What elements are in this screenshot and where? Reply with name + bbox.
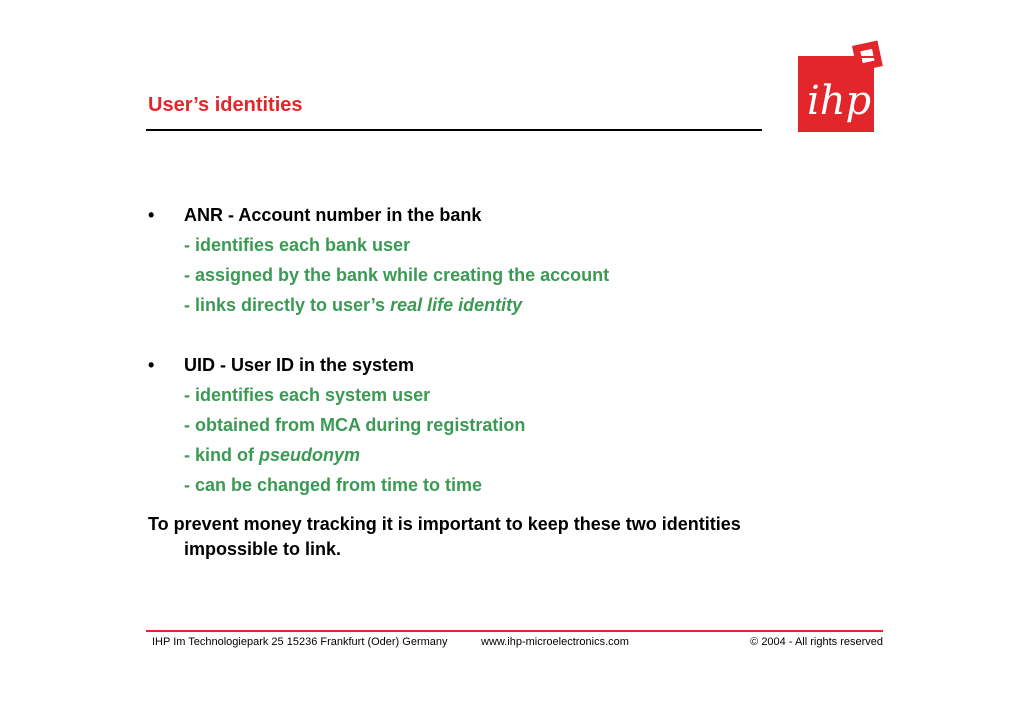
list-item: - links directly to user’s real life identity <box>184 295 523 315</box>
bullet-dot: • <box>148 205 155 225</box>
conclusion-paragraph: To prevent money tracking it is important to keep these two identities impossible to link. <box>148 514 741 559</box>
footer-divider <box>146 630 883 632</box>
footer-copyright: © 2004 - All rights reserved <box>750 636 883 648</box>
list-item: - identifies each bank user <box>184 235 411 255</box>
title-divider <box>146 129 762 131</box>
list-item: - assigned by the bank while creating the account <box>184 265 610 285</box>
list-item: - obtained from MCA during registration <box>184 415 526 435</box>
footer-website: www.ihp-microelectronics.com <box>481 636 629 648</box>
list-item: - identifies each system user <box>184 385 431 405</box>
bullet-dot: • <box>148 355 155 375</box>
list-item: - can be changed from time to time <box>184 475 483 495</box>
ihp-logo <box>797 40 883 132</box>
slide-title: User’s identities <box>148 94 303 116</box>
slide-content <box>148 200 868 562</box>
section-uid-heading: • UID - User ID in the system <box>148 350 868 380</box>
list-item: - kind of pseudonym <box>184 445 361 465</box>
logo-text: ihp <box>807 78 872 124</box>
section-anr-heading: • ANR - Account number in the bank <box>148 200 868 230</box>
footer-address: IHP Im Technologiepark 25 15236 Frankfurt (Oder) Germany <box>152 636 448 648</box>
